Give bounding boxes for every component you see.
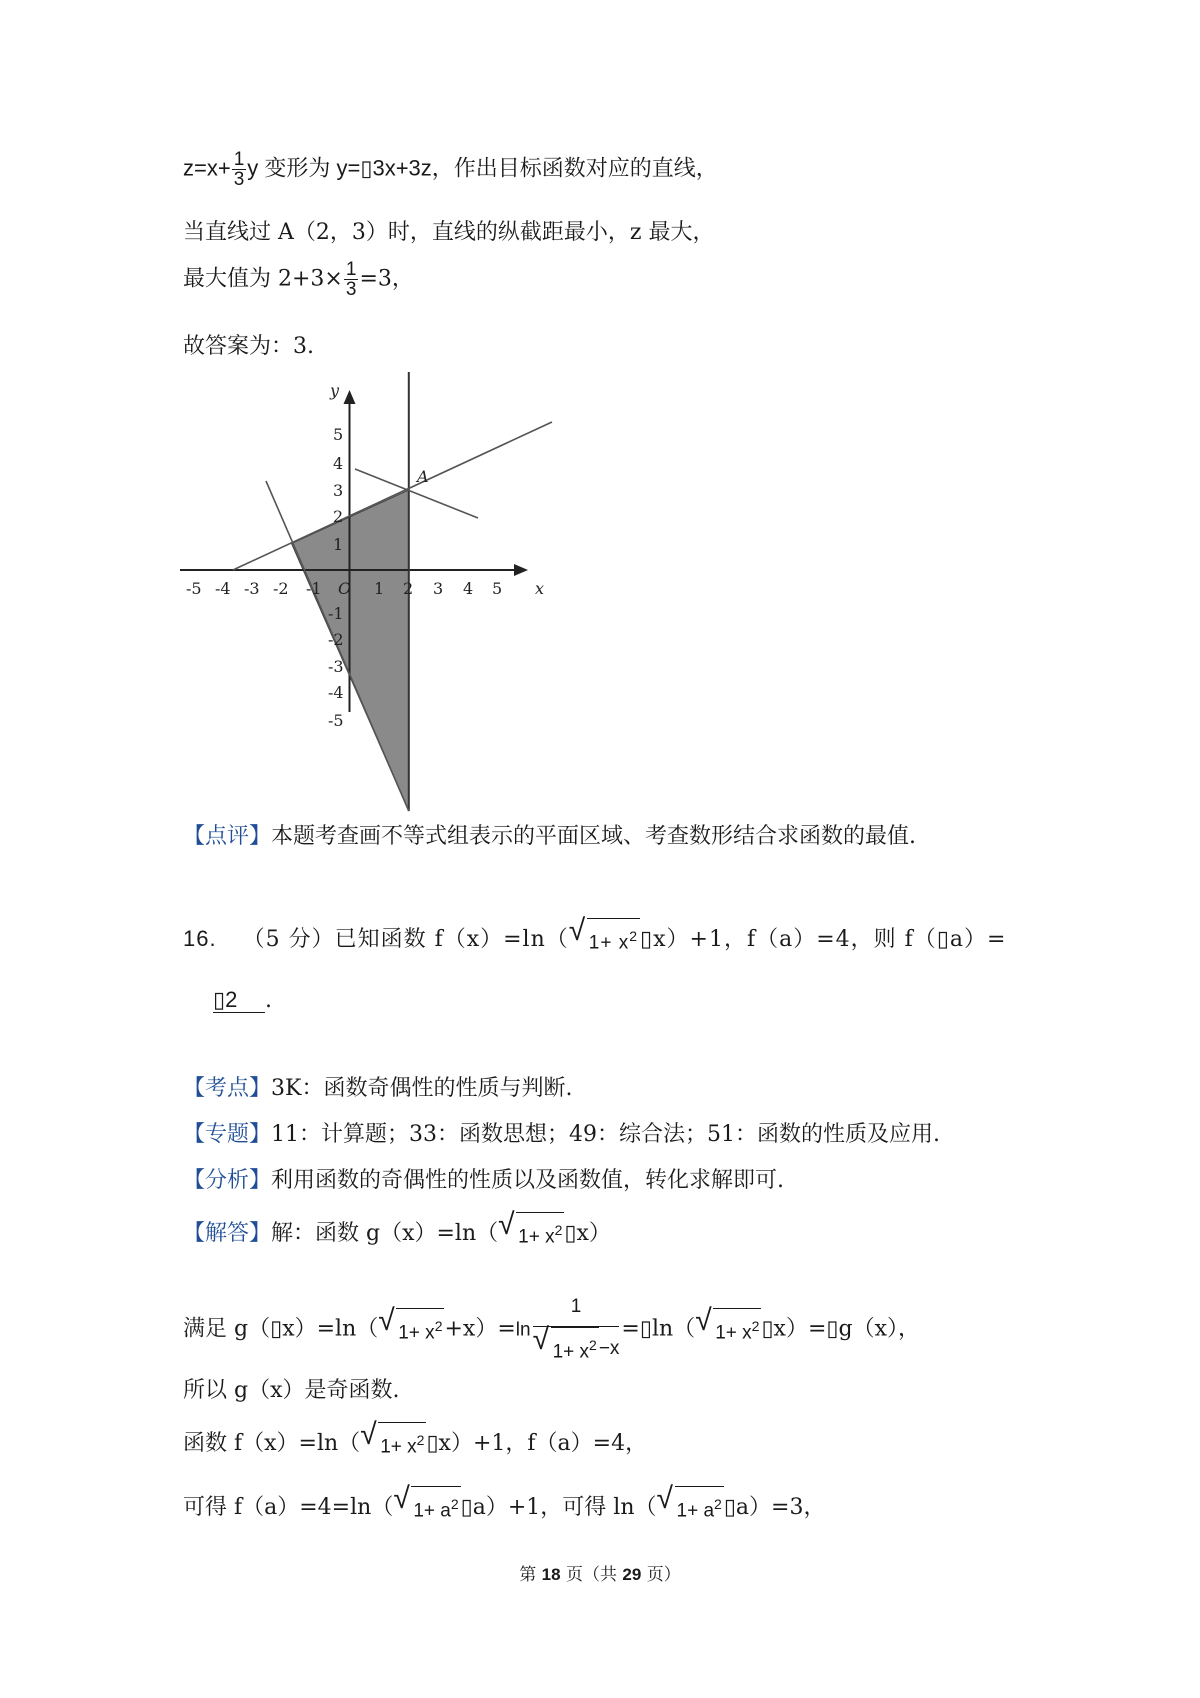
step-1-line [183, 1290, 920, 1369]
text: a）= [949, 927, 1007, 953]
missing-glyph-icon: ▯ [213, 987, 226, 1012]
fenxi-text: 利用函数的奇偶性的性质以及函数值，转化求解即可. [271, 1168, 785, 1193]
zhuanti-text: 11：计算题；33：函数思想；49：综合法；51：函数的性质及应用. [271, 1122, 940, 1147]
tick-label: 5 [333, 425, 344, 444]
text: = [621, 1316, 640, 1342]
text: 解：函数 g（x）=ln（ [271, 1221, 499, 1247]
total-pages: 29 [622, 1565, 642, 1584]
text: x）=ln（ [282, 1316, 379, 1342]
radicand: 1+ x [518, 1226, 555, 1248]
tick-label: 2 [403, 579, 414, 598]
text: x）+1，f（a）=4， [438, 1431, 648, 1457]
solution-line-3 [183, 260, 414, 299]
fenxi-tag: 【分析】 [183, 1168, 272, 1193]
text: y 变形为 y= [247, 155, 361, 181]
text: 函数 f（x）=ln（ [183, 1431, 361, 1457]
missing-glyph-icon: ▯ [564, 1221, 577, 1247]
radical [360, 1424, 426, 1464]
missing-glyph-icon: ▯ [936, 927, 950, 953]
problem-16-line-1 [183, 920, 1006, 960]
exponent: 2 [554, 1222, 563, 1238]
fraction-den [533, 1327, 620, 1369]
exponent: 2 [751, 1317, 760, 1334]
zhuanti-tag: 【专题】 [183, 1122, 272, 1147]
missing-glyph-icon: ▯ [639, 1316, 652, 1342]
radical [569, 920, 640, 960]
missing-glyph-icon: ▯ [460, 1495, 473, 1521]
radical [393, 1488, 460, 1528]
jieda-tag: 【解答】 [183, 1221, 272, 1247]
zhuanti-line [183, 1118, 940, 1152]
text: 满足 g（ [183, 1316, 271, 1342]
text: x） [576, 1221, 611, 1247]
radicand: 1+ x [398, 1321, 435, 1343]
text: 可得 f（a）=4=ln（ [183, 1495, 394, 1521]
tick-label: 1 [333, 535, 344, 554]
tick-label: -1 [328, 604, 344, 623]
fraction-num: 1 [533, 1290, 620, 1327]
text: z=x+ [183, 155, 231, 181]
comment-line [183, 820, 916, 854]
tick-label: -2 [273, 579, 289, 598]
radicand: 1+ x [715, 1321, 752, 1343]
text: g（x）， [838, 1316, 920, 1342]
tick-label: -3 [328, 657, 344, 676]
point-A-label: A [417, 467, 429, 486]
step-3-line [183, 1424, 647, 1464]
radicand: 1+ a [676, 1500, 715, 1522]
page-footer [0, 1560, 1200, 1585]
comment-text: 本题考查画不等式组表示的平面区域、考查数形结合求函数的最值. [271, 824, 917, 849]
text: x）= [773, 1316, 827, 1342]
tick-label: 4 [333, 454, 344, 473]
exponent: 2 [434, 1317, 443, 1334]
page-number: 18 [541, 1565, 561, 1584]
fraction-num: 1 [233, 149, 245, 170]
problem-16-answer [213, 984, 272, 1018]
step-4-line [183, 1488, 825, 1528]
solution-line-4: 故答案为：3. [183, 334, 314, 359]
answer: 2 [225, 987, 238, 1012]
tick-label: -2 [328, 630, 344, 649]
radical [695, 1310, 761, 1350]
problem-number: 16. [183, 926, 217, 952]
comment-tag: 【点评】 [183, 824, 272, 849]
solution-line-1 [183, 150, 718, 189]
text: 最大值为 2+3× [183, 266, 343, 292]
answer-blank [213, 988, 265, 1013]
ln-text: ln [515, 1319, 531, 1341]
y-axis-label: y [330, 381, 340, 400]
radicand: 1+ a [413, 1500, 451, 1522]
tick-label: 3 [433, 579, 444, 598]
text: x）+1，f（a）=4，则 f（ [653, 927, 937, 953]
text: a）+1，可得 ln（ [472, 1495, 657, 1521]
radical [657, 1488, 724, 1528]
tick-label: 2 [333, 507, 344, 526]
tick-label: -5 [328, 711, 344, 730]
text: a）=3， [735, 1495, 826, 1521]
fraction-den: 3 [233, 169, 245, 190]
exponent: 2 [450, 1496, 459, 1512]
exponent: 2 [714, 1496, 722, 1512]
fraction [344, 260, 359, 299]
missing-glyph-icon: ▯ [360, 155, 373, 181]
radicand: 1+ x [380, 1436, 417, 1458]
text: =3， [359, 266, 414, 292]
radicand: 1+ x [552, 1341, 590, 1363]
tick-label: 5 [492, 579, 503, 598]
missing-glyph-icon: ▯ [761, 1316, 774, 1342]
radical [498, 1214, 564, 1254]
x-axis-label: x [535, 579, 545, 598]
text: 页（共 [566, 1565, 617, 1585]
text: −x [598, 1338, 620, 1360]
text: . [265, 988, 272, 1013]
fraction [533, 1290, 620, 1369]
kaodian-line [183, 1072, 572, 1106]
radicand: 1+ x [588, 932, 630, 954]
exponent: 2 [629, 928, 639, 944]
missing-glyph-icon: ▯ [640, 927, 654, 953]
exponent: 2 [589, 1337, 597, 1353]
x-axis-arrow-icon [514, 564, 528, 576]
missing-glyph-icon: ▯ [426, 1431, 439, 1457]
text: +x）= [444, 1316, 516, 1342]
fraction-num: 1 [345, 259, 357, 280]
solution-line-2: 当直线过 A（2，3）时，直线的纵截距最小，z 最大， [183, 220, 715, 245]
tick-label: -5 [186, 579, 202, 598]
fraction-den: 3 [345, 279, 357, 300]
missing-glyph-icon: ▯ [826, 1316, 839, 1342]
y-axis-arrow-icon [344, 390, 356, 404]
text: 3x+3z，作出目标函数对应的直线， [372, 155, 718, 181]
tick-label: -1 [306, 579, 322, 598]
kaodian-tag: 【考点】 [183, 1076, 272, 1101]
text: ln（ [651, 1316, 696, 1342]
missing-glyph-icon: ▯ [723, 1495, 736, 1521]
jieda-line [183, 1214, 611, 1254]
tick-label: -4 [215, 579, 231, 598]
tick-label: 1 [374, 579, 385, 598]
text: 页） [646, 1565, 681, 1585]
radical [533, 1329, 599, 1369]
step-2-line: 所以 g（x）是奇函数. [183, 1378, 400, 1403]
tick-label: 3 [333, 481, 344, 500]
missing-glyph-icon: ▯ [270, 1316, 283, 1342]
exponent: 2 [416, 1432, 425, 1448]
fenxi-line [183, 1164, 784, 1198]
origin-label: O [338, 579, 352, 598]
tick-label: -4 [328, 683, 344, 702]
kaodian-text: 3K：函数奇偶性的性质与判断. [271, 1076, 573, 1101]
tick-label: 4 [463, 579, 474, 598]
radical [378, 1310, 444, 1350]
tick-label: -3 [244, 579, 260, 598]
fraction [232, 150, 247, 189]
text: （5 分）已知函数 f（x）=ln（ [242, 927, 569, 953]
feasible-region-graph [180, 372, 560, 812]
text: 第 [519, 1565, 537, 1585]
